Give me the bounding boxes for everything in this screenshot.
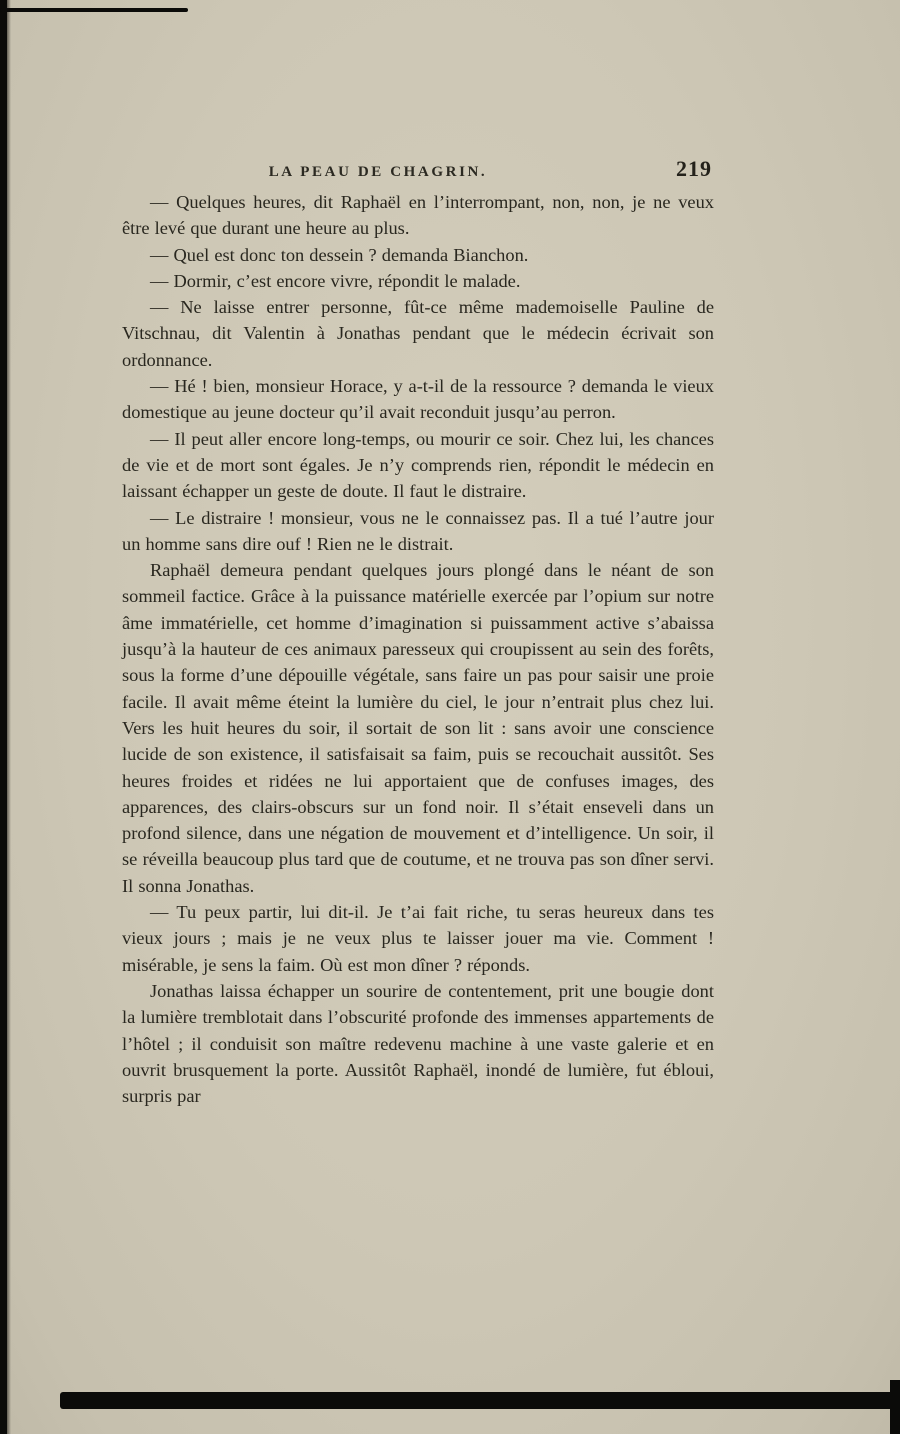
paragraph: — Hé ! bien, monsieur Horace, y a-t-il de la ressource ? demanda le vieux domestique au jeune docteur qu’il avait reconduit jusqu’au perron. bbox=[122, 376, 714, 423]
paragraph: — Quelques heures, dit Raphaël en l’interrompant, non, non, je ne veux être levé que durant une heure au plus. bbox=[122, 192, 714, 239]
paragraph: — Il peut aller encore long-temps, ou mourir ce soir. Chez lui, les chances de vie et de mort sont égales. Je n’y comprends rien, répondit le médecin en laissant échapper un geste de doute. Il faut le distraire. bbox=[122, 428, 714, 502]
paragraph: — Dormir, c’est encore vivre, répondit le malade. bbox=[150, 270, 521, 291]
paragraph: — Quel est donc ton dessein ? demanda Bianchon. bbox=[150, 244, 529, 265]
page-number: 219 bbox=[676, 156, 712, 181]
scan-edge-top-left bbox=[0, 8, 188, 12]
paragraph: — Ne laisse entrer personne, fût-ce même mademoiselle Pauline de Vitschnau, dit Valentin à Jonathas pendant que le médecin écrivait son ordonnance. bbox=[122, 297, 714, 370]
paragraph: Raphaël demeura pendant quelques jours plongé dans le néant de son sommeil factice. Grâce à la puissance matérielle exercée par l’opium sur notre âme immatérielle, cet homme d’imagination si puissamment active s’abaissa jusqu’à la hauteur de ces animaux paresseux qui croupissent au sein des forêts, sous la forme d’une dépouille végétale, sans faire un pas pour saisir une proie facile. Il avait même éteint la lumière du ciel, le jour n’entrait plus chez lui. Vers les huit heures du soir, il sortait de son lit : sans avoir une conscience lucide de son existence, il satisfaisait sa faim, puis se recouchait aussitôt. Ses heures froides et ridées ne lui apportaient que de confuses images, des apparences, des clairs-obscurs sur un fond noir. Il s’était enseveli dans un profond silence, dans une négation de mouvement et d’intelligence. Un soir, il se réveilla beaucoup plus tard que de coutume, et ne trouva pas son dîner servi. Il sonna Jonathas. bbox=[122, 560, 714, 896]
scan-edge-bottom bbox=[60, 1392, 900, 1409]
paragraph: Jonathas laissa échapper un sourire de contentement, prit une bougie dont la lumière tremblotait dans l’obscurité profonde des immenses appartements de l’hôtel ; il conduisit son maître redevenu machine à une vaste galerie et en ouvrit brusquement la porte. Aussitôt Raphaël, inondé de lumière, fut ébloui, surpris par bbox=[122, 980, 714, 1107]
paragraph: — Le distraire ! monsieur, vous ne le connaissez pas. Il a tué l’autre jour un homme sans dire ouf ! Rien ne le distrait. bbox=[122, 507, 714, 554]
page-header bbox=[122, 156, 714, 190]
scan-edge-bottom-right bbox=[890, 1380, 900, 1434]
body-text bbox=[122, 189, 714, 1109]
paragraph: — Tu peux partir, lui dit-il. Je t’ai fait riche, tu seras heureux dans tes vieux jours ; mais je ne veux plus te laisser jouer ma vie. Comment ! misérable, je sens la faim. Où est mon dîner ? réponds. bbox=[122, 902, 714, 975]
running-title: LA PEAU DE CHAGRIN. bbox=[268, 164, 488, 180]
scan-edge-left bbox=[0, 0, 7, 1434]
scan-edge-left-shadow bbox=[7, 0, 11, 1434]
